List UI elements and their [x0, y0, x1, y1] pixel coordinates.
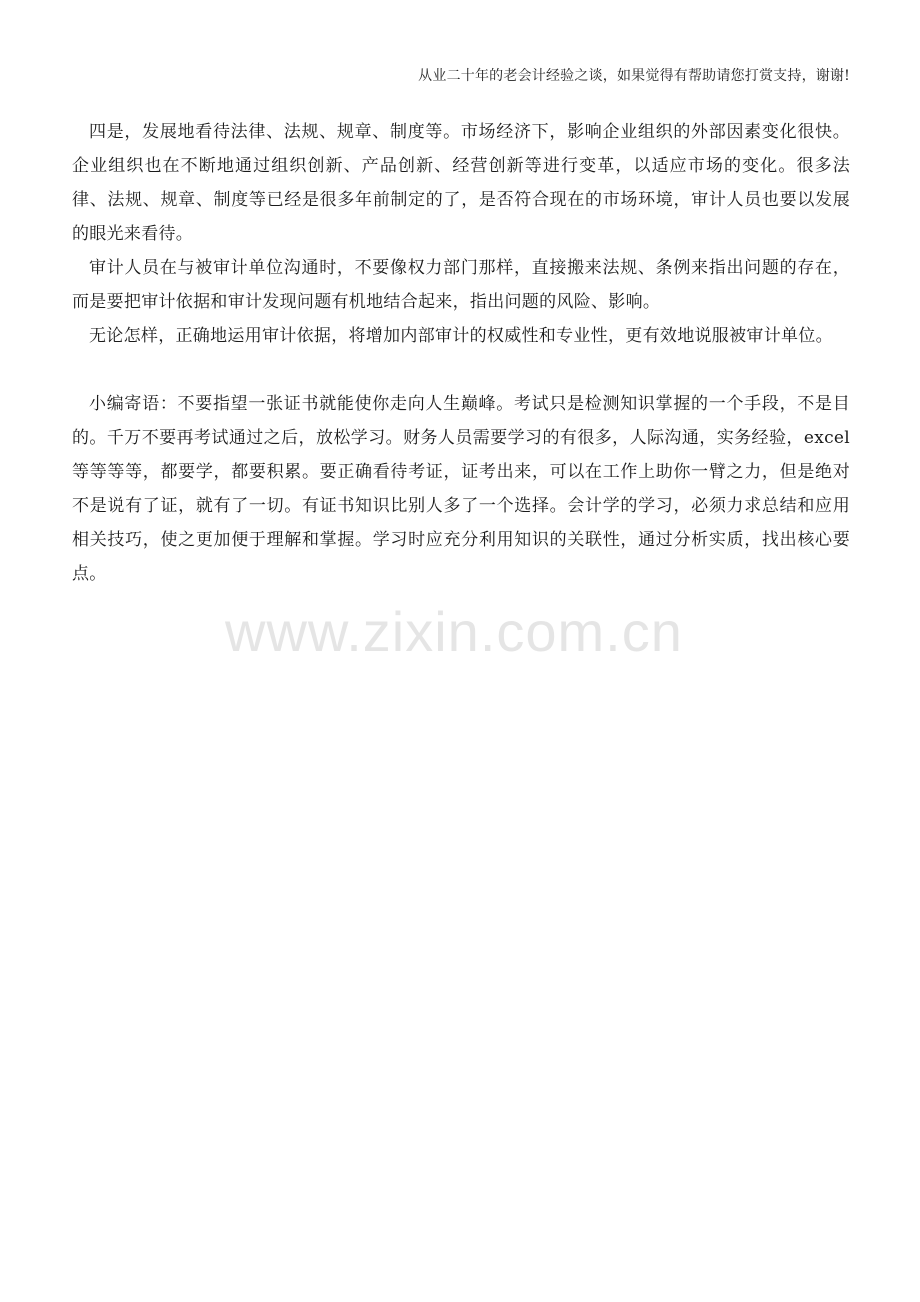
document-body [72, 115, 850, 591]
watermark: www.zixin.com.cn [225, 600, 683, 663]
editor-note: 小编寄语：不要指望一张证书就能使你走向人生巅峰。考试只是检测知识掌握的一个手段，不是目的。千万不要再考试通过之后，放松学习。财务人员需要学习的有很多，人际沟通，实务经验，excel 等等等等，都要学，都要积累。要正确看待考证，证考出来，可以在工作上助你一臂之力，但是绝对不是说有了证，就有了一切。有证书知识比别人多了一个选择。会计学的学习，必须力求总结和应用相关技巧，使之更加便于理解和掌握。学习时应充分利用知识的关联性，通过分析实质，找出核心要点。 [72, 394, 850, 584]
paragraph-2: 审计人员在与被审计单位沟通时，不要像权力部门那样，直接搬来法规、条例来指出问题的存在，而是要把审计依据和审计发现问题有机地结合起来，指出问题的风险、影响。 [72, 258, 850, 312]
paragraph-3: 无论怎样，正确地运用审计依据，将增加内部审计的权威性和专业性，更有效地说服被审计单位。 [89, 326, 833, 346]
paragraph-1: 四是，发展地看待法律、法规、规章、制度等。市场经济下，影响企业组织的外部因素变化很快。企业组织也在不断地通过组织创新、产品创新、经营创新等进行变革，以适应市场的变化。很多法律、法规、规章、制度等已经是很多年前制定的了，是否符合现在的市场环境，审计人员也要以发展的眼光来看待。 [72, 122, 850, 244]
header-note: 从业二十年的老会计经验之谈，如果觉得有帮助请您打赏支持，谢谢! [418, 68, 850, 84]
paragraph-spacer [72, 353, 850, 387]
